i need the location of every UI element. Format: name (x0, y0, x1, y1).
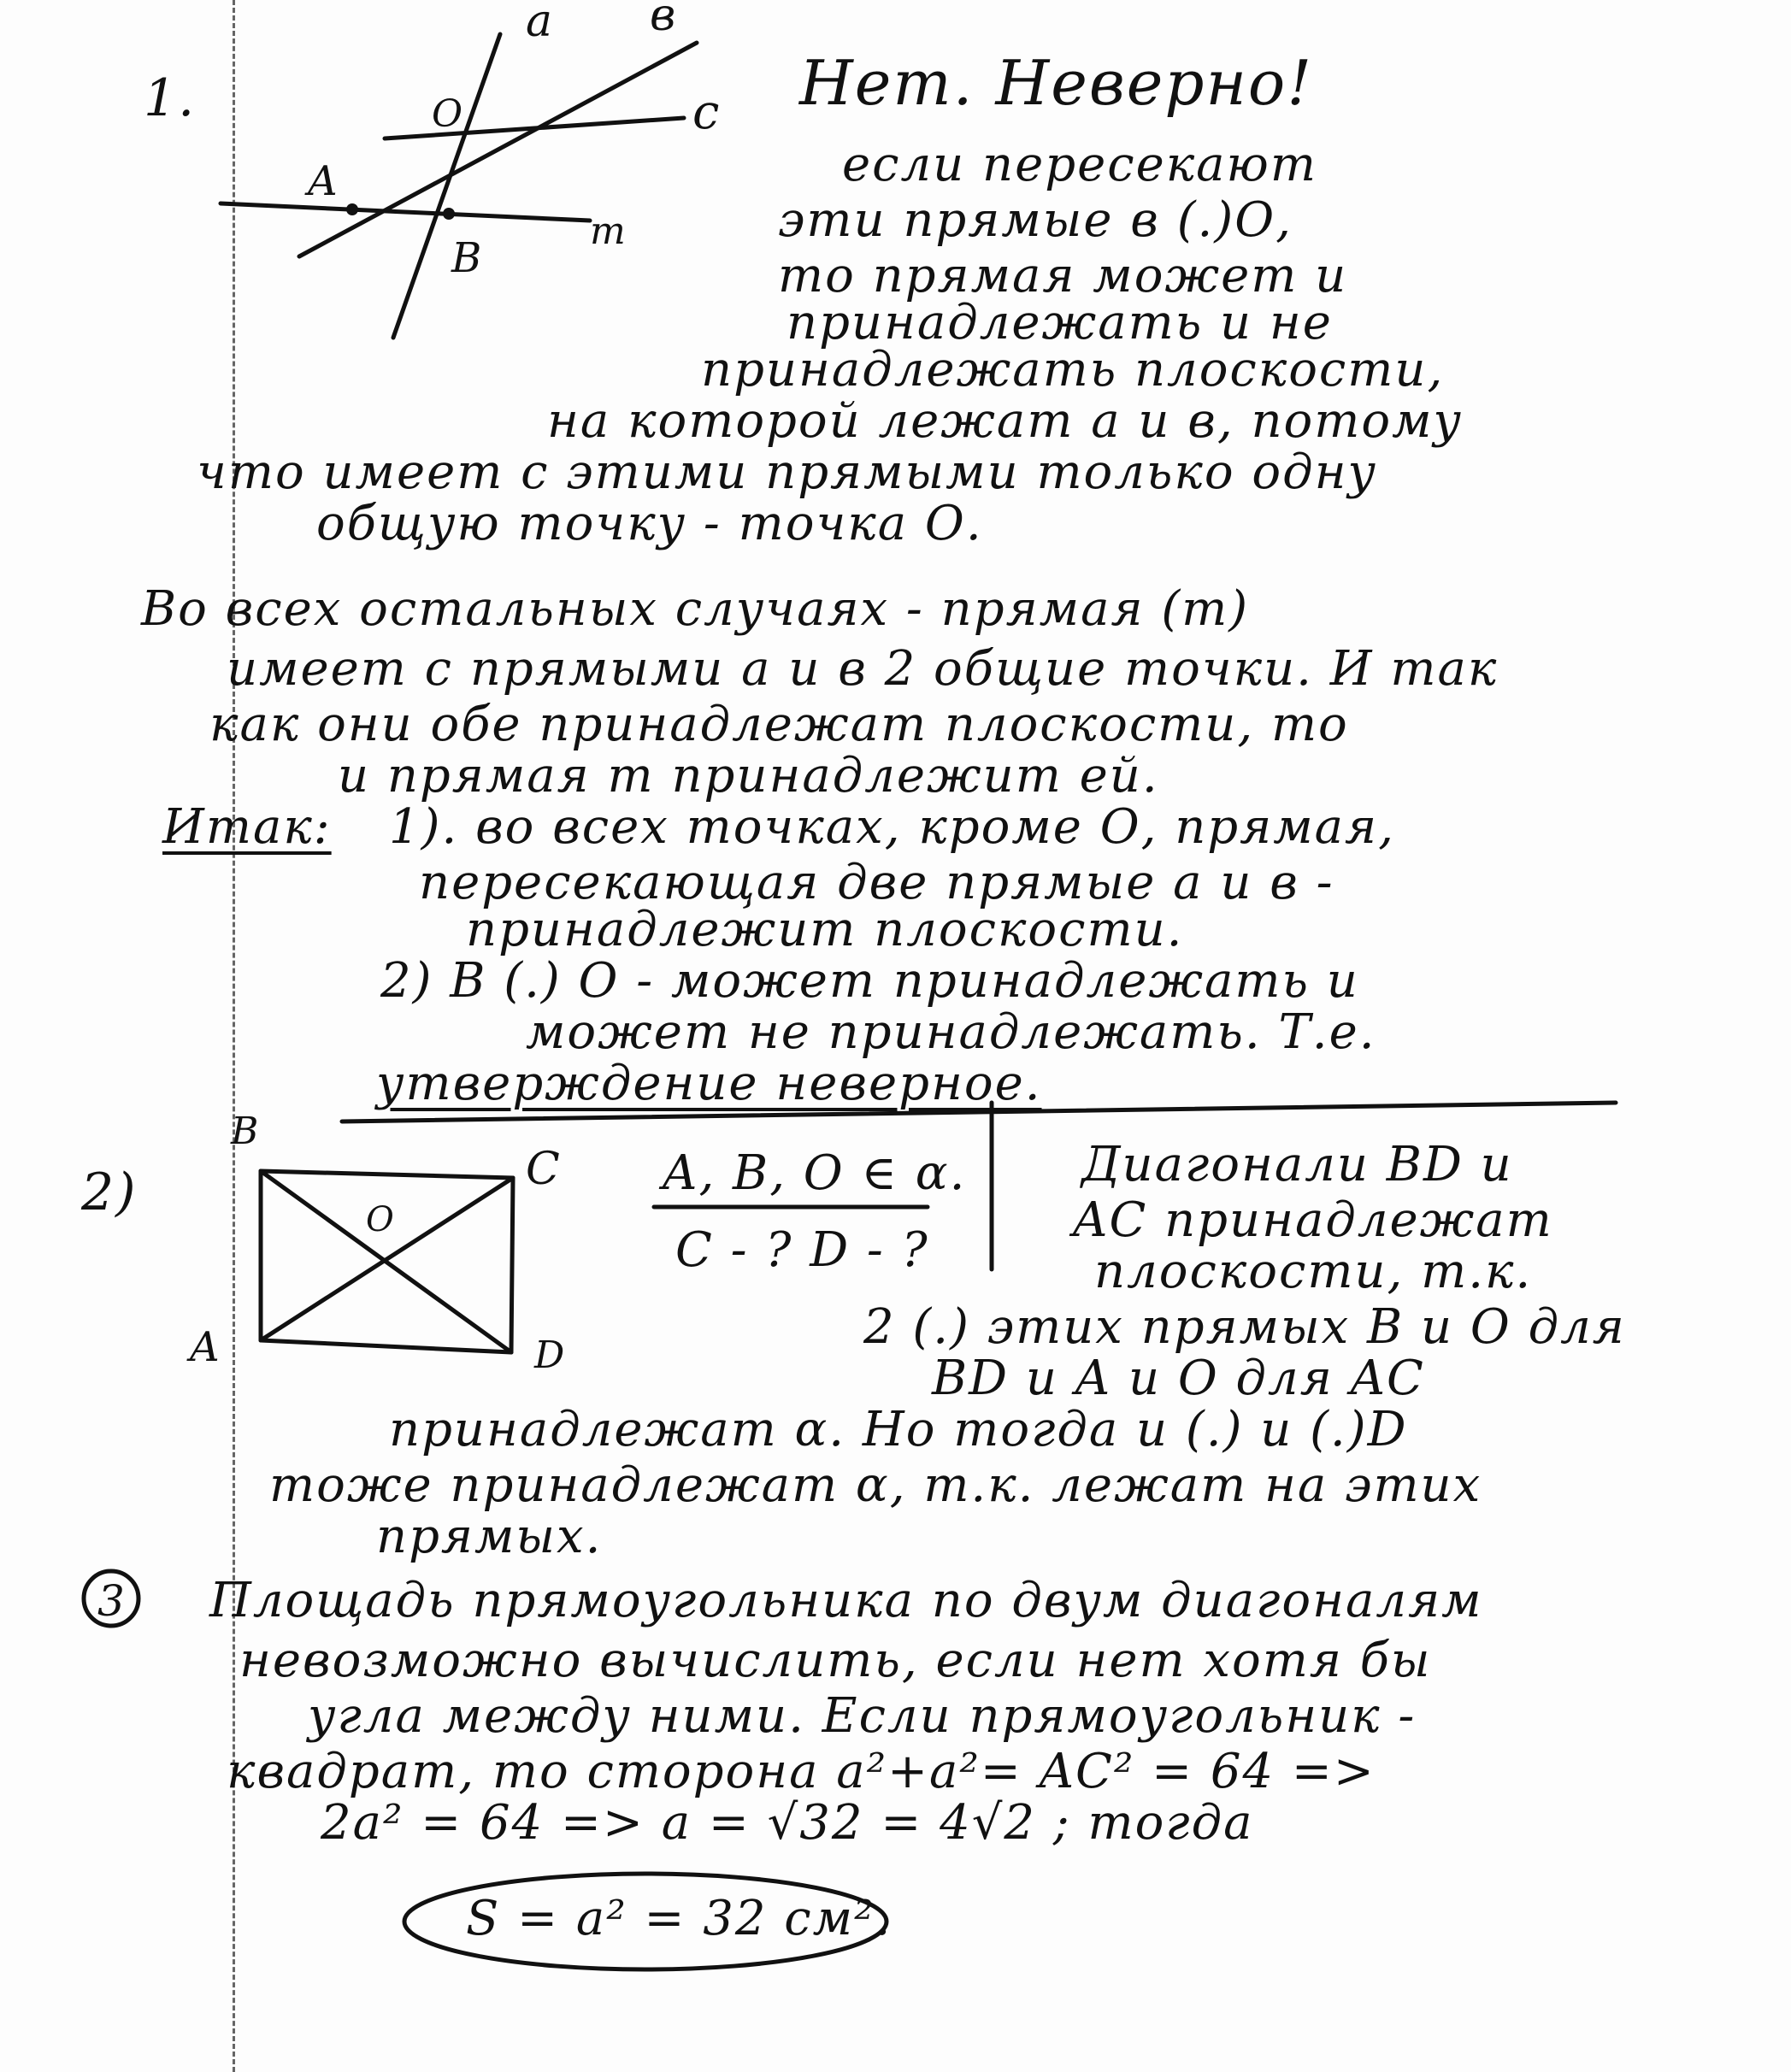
p2-line-2: BD и A и O для AC (932, 1351, 1425, 1406)
p1b-line-1: Во всех остальных случаях - прямая (m) (141, 581, 1250, 637)
p3-line-2: невозможно вычислить, если нет хотя бы (239, 1633, 1432, 1688)
p2-line-1: 2 (.) этих прямых B и O для (863, 1299, 1626, 1355)
itog-line-5: может не принадлежать. Т.е. (526, 1004, 1376, 1060)
p2-line-5: прямых. (376, 1509, 603, 1564)
label-A: A (308, 157, 338, 205)
problem2-number: 2) (81, 1163, 138, 1222)
p1-line-2: эти прямые в (.)О, (778, 192, 1293, 248)
p1b-line-4: и прямая m принадлежит ей. (338, 748, 1159, 803)
p1b-line-2: имеет с прямыми а и в 2 общие точки. И так (227, 641, 1499, 697)
p1-line-6: на которой лежат а и в, потому (547, 393, 1463, 449)
problem1-number: 1. (144, 68, 197, 128)
p3-answer: S = a² = 32 см². (466, 1891, 893, 1946)
problem3-number: 3 (97, 1576, 125, 1626)
label-c: c (692, 85, 720, 140)
itog-line-4: 2) В (.) О - может принадлежать и (380, 953, 1359, 1009)
label-C: C (526, 1144, 560, 1195)
p2-right-3: плоскости, т.к. (1094, 1244, 1533, 1299)
label-B: B (231, 1110, 259, 1153)
p1-line-8: общую точку - точка О. (316, 496, 983, 551)
p2-line-3: принадлежат α. Но тогда и (.) и (.)D (389, 1402, 1408, 1457)
find: C - ? D - ? (675, 1222, 929, 1278)
p1-line-3: то прямая может и (778, 248, 1348, 303)
p1b-line-3: как они обе принадлежат плоскости, то (209, 697, 1349, 752)
label-D: D (534, 1333, 565, 1377)
p3-line-5: 2a² = 64 => a = √32 = 4√2 ; тогда (321, 1795, 1254, 1851)
itog-line-1: 1). во всех точках, кроме О, прямая, (389, 799, 1395, 855)
label-a: a (526, 0, 553, 47)
p3-line-4: квадрат, то сторона a²+a²= AC² = 64 => (227, 1744, 1376, 1799)
given: A, B, O ∈ α. (663, 1145, 967, 1201)
p1-line-4: принадлежать и не (787, 295, 1333, 350)
p2-right-2: AC принадлежат (1073, 1192, 1553, 1248)
p1-line-1: если пересекают (842, 137, 1317, 192)
label-m: m (590, 209, 626, 253)
itog-label: Итак: (162, 799, 332, 855)
p1-line-5: принадлежать плоскости, (701, 342, 1445, 397)
label-o: O (432, 92, 463, 136)
itog-line-6: утверждение неверное. (376, 1056, 1042, 1111)
p1-line-7: что имеет с этими прямыми только одну (197, 444, 1377, 500)
label-B: B (451, 234, 482, 282)
p2-right-1: Диагонали BD и (1081, 1137, 1513, 1192)
verdict: Нет. Неверно! (799, 47, 1314, 119)
label-O: O (366, 1200, 394, 1239)
p3-line-3: угла между ними. Если прямоугольник - (308, 1688, 1417, 1744)
itog-line-3: принадлежит плоскости. (466, 902, 1184, 957)
p2-line-4: тоже принадлежат α, т.к. лежат на этих (269, 1457, 1482, 1513)
label-b: в (650, 0, 676, 41)
label-A: A (190, 1323, 220, 1371)
itog-line-2: пересекающая две прямые а и в - (419, 855, 1334, 910)
p3-line-1: Площадь прямоугольника по двум диагоналям (209, 1573, 1483, 1628)
